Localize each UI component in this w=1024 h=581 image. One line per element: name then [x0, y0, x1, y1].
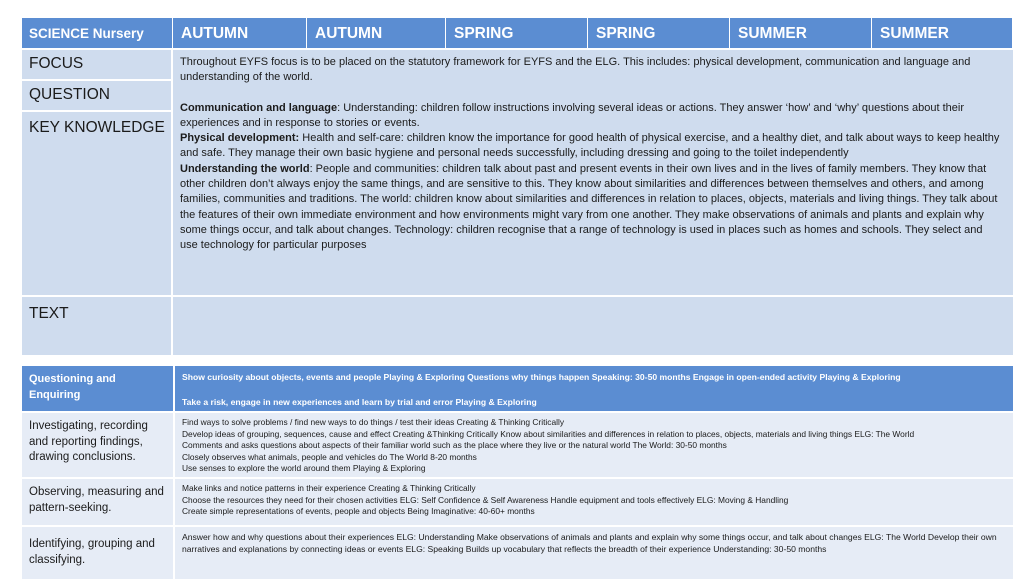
table-title: SCIENCE Nursery [22, 18, 173, 48]
focus-row [22, 48, 1013, 79]
season-header: SUMMER [872, 18, 1013, 48]
text-content [173, 295, 1013, 355]
season-header: SUMMER [730, 18, 872, 48]
skill-line: Create simple representations of events, people and objects Being Imaginative: 40-60+ months [182, 506, 535, 516]
question-label: QUESTION [22, 79, 173, 110]
skill-line: Closely observes what animals, people and vehicles do The World 8-20 months [182, 451, 477, 462]
skill-label: Investigating, recording and reporting findings, drawing conclusions. [22, 413, 175, 479]
skill-row [22, 527, 1013, 581]
skill-line: Make links and notice patterns in their experience Creating & Thinking Critically [182, 483, 476, 493]
skill-description [175, 413, 1013, 479]
understanding-text: : People and communities: children talk about past and present events in their own lives and in the lives of family members. They know that other children don’t always enjoy the same things, and are sensitive to this. They know about similarities and differences between themselves and others, and among families, communities and traditions. The world: children know about similarities and differences in relation to places, objects, materials and living things. They talk about the features of their own immediate environment and how environments might vary from one another. They make observations of animals and plants and explain why some things occur, and talk about changes. Technology: children recognise that a range of technology is used in places such as homes and schools. They select and use technology for particular purposes [180, 162, 998, 252]
eyfs-content [173, 48, 1013, 295]
understanding-title: Understanding the world [180, 162, 310, 175]
skill-description [175, 479, 1013, 527]
skill-description [175, 366, 1013, 413]
curriculum-overview-table [22, 18, 1013, 355]
skill-line: Take a risk, engage in new experiences and learn by trial and error Playing & Exploring [182, 396, 537, 407]
physical-title: Physical development: [180, 132, 300, 145]
header-row [22, 18, 1013, 48]
skill-line: Use senses to explore the world around them Playing & Exploring [182, 463, 426, 473]
skill-row [22, 366, 1013, 413]
communication-paragraph [180, 101, 1003, 132]
skill-row [22, 413, 1013, 479]
skill-line: Answer how and why questions about their experiences ELG: Understanding Make observations of animals and plants and explain why some things occur, and talk about changes ELG: The World Develop their own narratives and explanations by connecting ideas or events ELG: Speaking Builds up vocabulary that reflects the breadth of their experience Understanding: 30-50 months [182, 532, 997, 555]
season-header: AUTUMN [173, 18, 307, 48]
season-header: SPRING [588, 18, 730, 48]
communication-title: Communication and language [180, 101, 338, 114]
skill-label: Observing, measuring and pattern-seeking. [22, 479, 175, 527]
skill-line: Choose the resources they need for their chosen activities ELG: Self Confidence & Self Awareness Handle equipment and tools effectively ELG: Moving & Handling [182, 494, 789, 505]
intro-text: Throughout EYFS focus is to be placed on the statutory framework for EYFS and the ELG. This includes: physical development, communication and language and understanding of the world. [180, 56, 971, 84]
season-header: SPRING [446, 18, 588, 48]
key-knowledge-label: KEY KNOWLEDGE [22, 110, 173, 295]
skill-line: Develop ideas of grouping, sequences, cause and effect Creating &Thinking Critically Know about similarities and differences in relation to places, objects, materials and living things ELG: The World [182, 428, 915, 439]
text-row [22, 295, 1013, 355]
focus-label: FOCUS [22, 48, 173, 79]
physical-text: Health and self-care: children know the importance for good health of physical exercise, and a healthy diet, and talk about ways to keep healthy and safe. They manage their own basic hygiene and personal needs successfully, including dressing and going to the toilet independently [180, 132, 1000, 160]
season-header: AUTUMN [307, 18, 446, 48]
communication-text: : Understanding: children follow instructions involving several ideas or actions. They answer ‘how’ and ‘why’ questions about their experiences and in response to stories or events. [180, 101, 965, 129]
skill-line: Comments and asks questions about aspects of their familiar world such as the place where they live or the natural world The World: 30-50 months [182, 440, 727, 450]
skill-description [175, 527, 1013, 581]
skills-table [22, 366, 1013, 581]
skill-line: Find ways to solve problems / find new ways to do things / test their ideas Creating & Thinking Critically [182, 417, 565, 427]
skill-label: Questioning and Enquiring [22, 366, 175, 413]
physical-paragraph [180, 131, 1003, 162]
text-label: TEXT [22, 295, 173, 355]
skill-row [22, 479, 1013, 527]
skill-label: Identifying, grouping and classifying. [22, 527, 175, 581]
skill-line: Show curiosity about objects, events and people Playing & Exploring Questions why things happen Speaking: 30-50 months Engage in open-ended activity Playing & Exploring [182, 372, 901, 382]
understanding-paragraph [180, 162, 1003, 254]
